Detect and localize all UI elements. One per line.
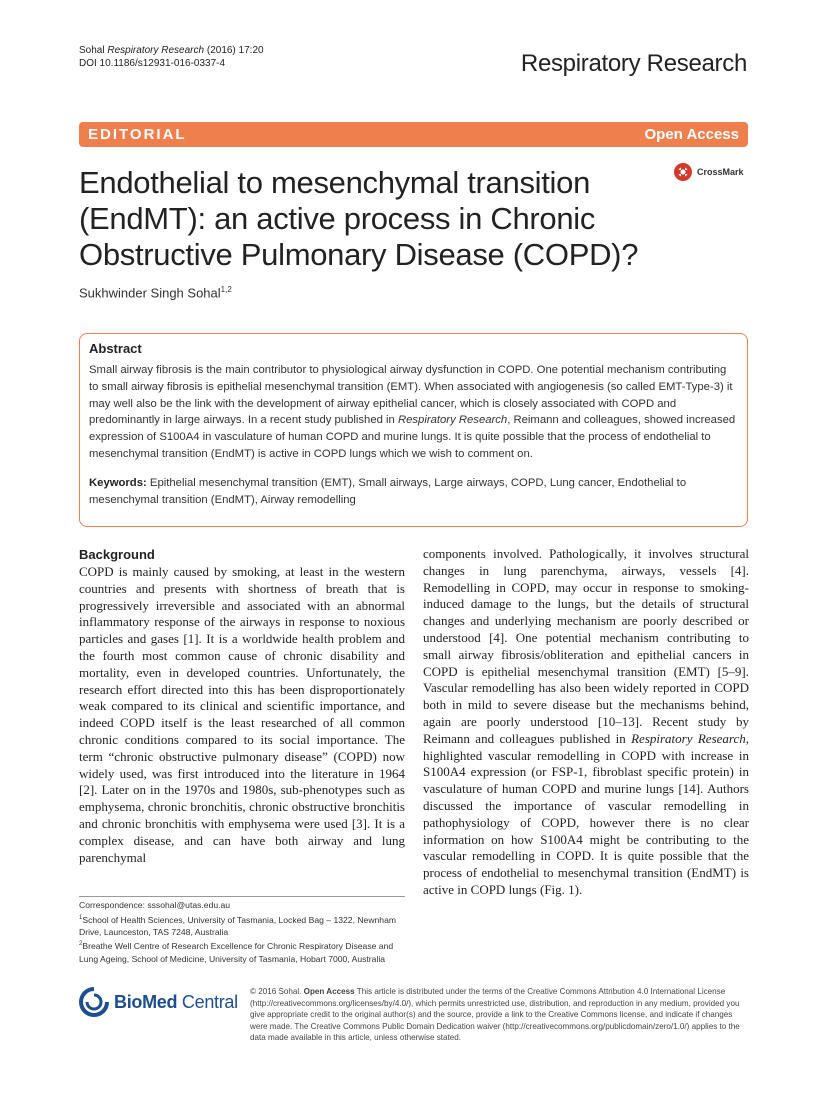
license-text: © 2016 Sohal. Open Access This article is distributed under the terms of the Creative Commons Attribution 4.0 International License (http://creativecommons.org/licenses/by/4.0/), which permits unrestricted use, distribution, and reproduction in any medium, provided you give appropriate credit to the original author(s) and the source, provide a link to the Creative Commons license, and indicate if changes were made. The Creative Commons Public Domain Dedication waiver (http://creativecommons.org/publicdomain/zero/1.0/) applies to the data made available in this article, unless otherwise stated. [250,987,740,1043]
author-name[interactable]: Sukhwinder Singh Sohal [79,285,221,301]
keywords-list: Epithelial mesenchymal transition (EMT), Small airways, Large airways, COPD, Lung cancer, Endothelial to mesenchymal transition (EndMT), Airway remodelling [89,476,687,506]
author-affiliation-marks: 1,2 [220,285,232,294]
citation-meta [79,44,264,70]
section-heading-background: Background [79,547,155,562]
body-column-left [79,546,405,866]
crossmark-link[interactable] [673,160,753,184]
body-paragraph-left: COPD is mainly caused by smoking, at least in the western countries and presents with shortness of breath that is progressively irreversible and associated with an abnormal inflammatory response of the airways in response to noxious particles and gases [1]. It is a worldwide health problem and the fourth most common cause of chronic disability and mortality, even in developed countries. Unfortunately, the research effort directed into this has been disproportionately weak compared to its clinical and scientific importance, and indeed COPD itself is the least researched of all common chronic conditions compared to its social importance. The term “chronic obstructive pulmonary disease” (COPD) now widely used, was first introduced into the literature in 1964 [2]. Later on in the 1970s and 1980s, sub-phenotypes such as emphysema, chronic bronchitis, chronic obstructive bronchitis and chronic bronchitis with emphysema were used [3]. It is a complex disease, and can have both airway and lung parenchymal [79,564,405,865]
open-access-label: Open Access [644,126,739,143]
abstract-box [79,333,748,527]
affiliation-1: $^1$School of Health Sciences, University of Tasmania, Locked Bag – 1322, Newnham Drive, Launceston, TAS 7248, Australia [79,914,397,937]
abstract-text: Small airway fibrosis is the main contributor to physiological airway dysfunction in COPD. One potential mechanism contributing to small airway fibrosis is epithelial mesenchymal transition (EMT). When associated with angiogenesis (so called EMT-Type-3) it may well also be the link with the development of airway epithelial cancer, which is closely associated with COPD and predominantly in large airways. In a recent study published in Respiratory Research, Reimann and colleagues, showed increased expression of S100A4 in vasculature of human COPD and murine lungs. It is quite possible that the process of endothelial to mesenchymal transition (EndMT) is active in COPD lungs which we wish to comment on. [89,364,736,460]
crossmark-icon [673,162,693,182]
citation-line [79,44,264,57]
biomed-central-logo[interactable] [79,986,238,1018]
biomed-central-wordmark: BioMed Central [114,991,238,1012]
correspondence[interactable]: Correspondence: sssohal@utas.edu.au [79,900,231,910]
article-type-banner [79,122,748,147]
citation-year-volume: (2016) 17:20 [206,45,264,56]
biomed-central-icon [79,987,109,1017]
body-column-right [423,546,749,899]
citation-author: Sohal [79,45,105,56]
keywords-label: Keywords: [89,476,147,489]
journal-name: Respiratory Research [520,50,747,77]
footnotes [79,899,405,965]
abstract-heading: Abstract [89,341,142,356]
citation-journal: Respiratory Research [107,45,205,56]
keywords [89,475,738,509]
article-type-label: EDITORIAL [88,126,187,143]
article-title: Endothelial to mesenchymal transition (EndMT): an active process in Chronic Obstructive Pulmonary Disease (COPD)? [79,165,639,272]
affiliation-2: $^2$Breathe Well Centre of Research Excellence for Chronic Respiratory Disease and Lung Ageing, School of Medicine, University of Tasmania, Hobart 7000, Australia [79,941,394,964]
body-paragraph-right: components involved. Pathologically, it involves structural changes in lung parenchyma, airways, vessels [4]. Remodelling in COPD, may occur in response to smoking-induced damage to the lungs, but the details of structural changes and underlying mechanism are poorly described or understood [4]. One potential mechanism contributing to small airway fibrosis/obliteration and epithelial cancers in COPD is epithelial mesenchymal transition (EMT) [5–9]. Vascular remodelling has also been widely reported in COPD both in mild to severe disease but the mechanisms behind, again are poorly understood [10–13]. Recent study by Reimann and colleagues published in Respiratory Research, highlighted vascular remodelling in COPD with increase in S100A4 expression (or FSP-1, fibroblast specific protein) in vasculature of human COPD and murine lungs [14]. Authors discussed the importance of vascular remodelling in pathophysiology of COPD, however there is no clear information on how S100A4 might be contributing to the vascular remodelling in COPD. It is quite possible that the process of endothelial to mesenchymal transition (EndMT) is active in COPD lungs (Fig. 1). [423,546,750,897]
footnote-divider [79,896,405,897]
doi[interactable]: DOI 10.1186/s12931-016-0337-4 [79,58,226,69]
crossmark-label: CrossMark [697,167,744,177]
author-line [79,285,232,300]
